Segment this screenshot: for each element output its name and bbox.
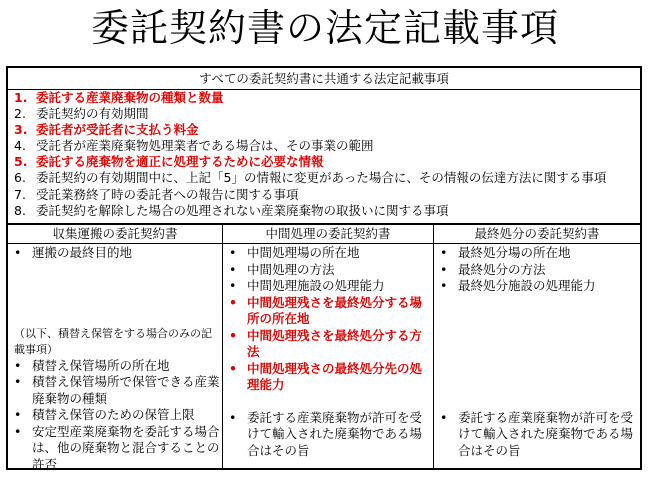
bullet-icon: • (440, 261, 448, 277)
item-text: 中間処理残さを最終処分する場所の所在地 (247, 294, 423, 326)
item-text: 中間処理場の所在地 (247, 245, 360, 260)
item-text: 積替え保管のための保管上限 (32, 407, 195, 422)
list-item (223, 278, 429, 295)
bullet-icon: • (14, 374, 22, 389)
item-text: 中間処理施設の処理能力 (247, 278, 385, 293)
item-text: 中間処理残さの最終処分先の処理能力 (247, 360, 423, 392)
common-items-header: すべての委託契約書に共通する法定記載事項 (8, 68, 640, 90)
item-text: 受託業務終了時の委託者への報告に関する事項 (36, 186, 299, 202)
legal-items-table (6, 66, 642, 470)
bullet-icon: • (229, 278, 237, 293)
list-item (434, 410, 636, 460)
item-text: 最終処分施設の処理能力 (458, 278, 596, 293)
item-text: 委託契約の有効期間中に、上記「5」の情報に変更があった場合に、その情報の伝達方法に関する事項 (36, 170, 607, 186)
page-title: 委託契約書の法定記載事項 (90, 6, 559, 50)
item-text: 委託する産業廃棄物が許可を受けて輸入された廃棄物である場合はその旨 (458, 409, 634, 458)
item-text: 委託契約を解除した場合の処理されない産業廃棄物の取扱いに関する事項 (36, 202, 449, 218)
bullet-icon: • (14, 423, 22, 439)
item-text: 安定型産業廃棄物を委託する場合は、他の廃棄物と混合することの許否 (32, 423, 220, 472)
bullet-icon: • (14, 245, 22, 260)
list-item (8, 90, 640, 106)
bullet-icon: • (229, 360, 237, 376)
common-items-list (8, 90, 640, 219)
item-number: 7. (14, 186, 26, 202)
intermediate-column (223, 245, 429, 459)
list-item (223, 361, 429, 394)
list-item (223, 295, 429, 328)
bullet-icon: • (229, 294, 237, 310)
bullet-icon: • (440, 278, 448, 293)
list-item (434, 262, 636, 279)
bullet-icon: • (229, 409, 237, 425)
final-column (434, 245, 636, 459)
bullet-icon: • (14, 407, 22, 422)
list-item (8, 106, 640, 122)
conditional-note: （以下、積替え保管をする場合のみの記載事項） (14, 326, 212, 356)
list-item (223, 245, 429, 262)
item-text: 中間処理残さを最終処分する方法 (247, 327, 423, 359)
list-item (8, 358, 220, 375)
list-item (8, 187, 640, 203)
item-number: 2. (14, 106, 26, 122)
item-number: 1. (14, 90, 28, 105)
item-number: 4. (14, 138, 26, 154)
bullet-icon: • (14, 357, 22, 373)
item-text: 運搬の最終目的地 (32, 245, 133, 260)
item-text: 積替え保管場所の所在地 (32, 357, 170, 373)
bullet-icon: • (440, 409, 448, 425)
list-item (434, 245, 636, 262)
intermediate-column-header: 中間処理の委託契約書 (265, 226, 391, 241)
item-text: 最終処分場の所在地 (458, 245, 571, 260)
item-text: 積替え保管場所で保管できる産業廃棄物の種類 (32, 374, 220, 406)
list-item (434, 278, 636, 295)
list-item (8, 203, 640, 219)
item-number: 3. (14, 122, 28, 138)
item-text: 最終処分の方法 (458, 261, 546, 277)
item-number: 8. (14, 202, 26, 218)
item-text: 委託する産業廃棄物の種類と数量 (36, 90, 224, 105)
bullet-icon: • (229, 245, 237, 260)
list-item (8, 424, 220, 474)
bullet-icon: • (440, 245, 448, 260)
item-number: 6. (14, 170, 26, 186)
bullet-icon: • (229, 327, 237, 343)
item-text: 委託契約の有効期間 (36, 106, 149, 122)
item-text: 受託者が産業廃棄物処理業者である場合は、その事業の範囲 (36, 138, 374, 154)
list-item (8, 138, 640, 154)
list-item (223, 410, 429, 460)
list-item (223, 328, 429, 361)
list-item (8, 374, 220, 407)
bullet-icon: • (229, 261, 237, 277)
collection-column-header: 収集運搬の委託契約書 (52, 226, 178, 241)
final-column-header: 最終処分の委託契約書 (474, 226, 600, 241)
item-text: 中間処理の方法 (247, 261, 335, 277)
item-number: 5. (14, 154, 28, 170)
column-header-row (8, 225, 640, 244)
list-item (8, 245, 220, 262)
item-text: 委託する廃棄物を適正に処理するために必要な情報 (36, 154, 324, 170)
list-item (8, 407, 220, 424)
list-item (8, 170, 640, 186)
item-text: 委託者が受託者に支払う料金 (36, 122, 199, 138)
collection-column (8, 245, 220, 473)
list-item (8, 122, 640, 138)
item-text: 委託する産業廃棄物が許可を受けて輸入された廃棄物である場合はその旨 (247, 409, 423, 458)
list-item (8, 154, 640, 170)
list-item (223, 262, 429, 279)
